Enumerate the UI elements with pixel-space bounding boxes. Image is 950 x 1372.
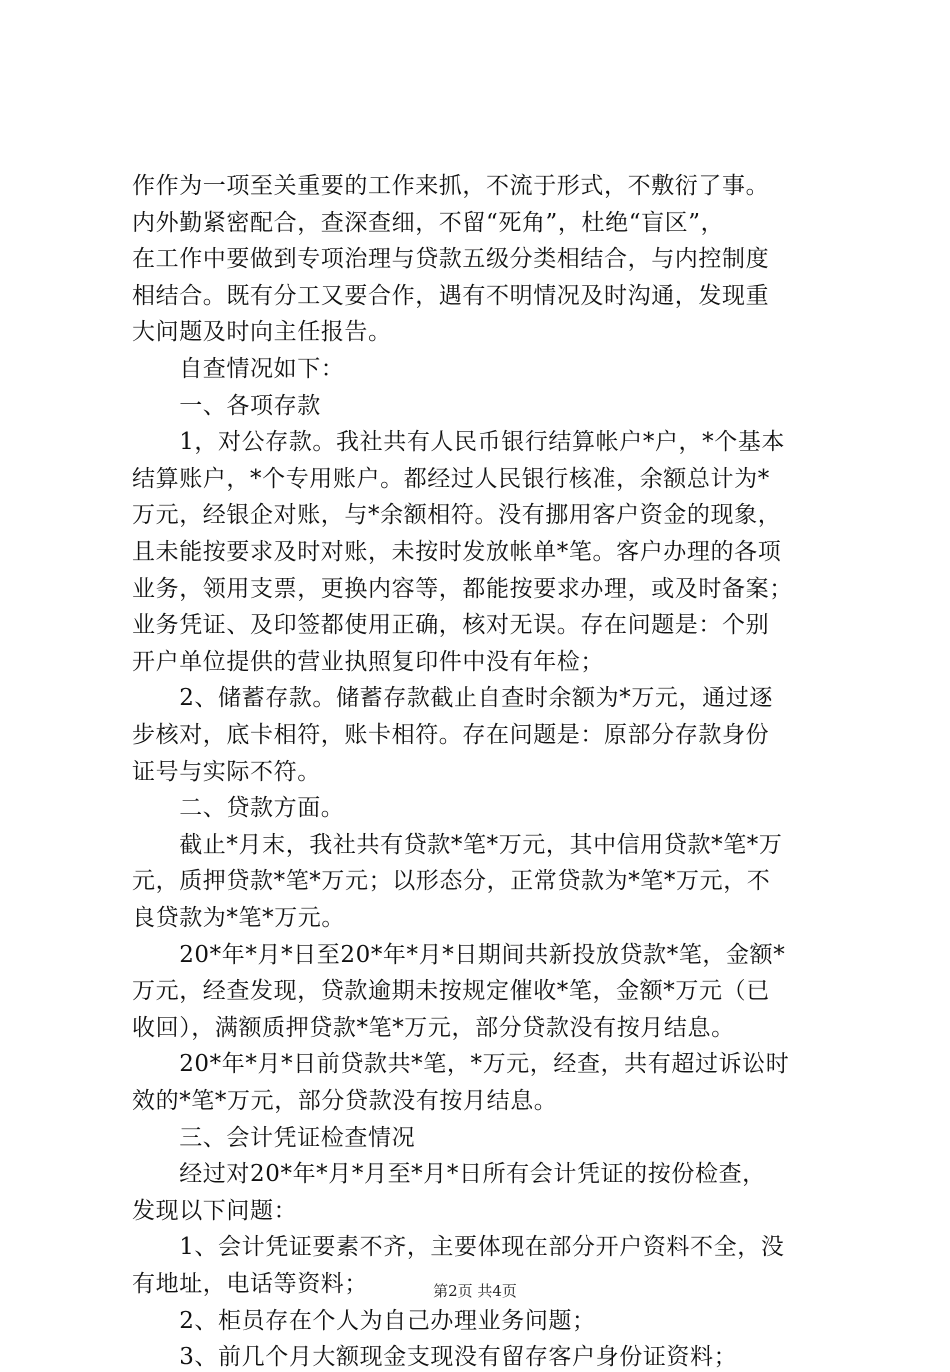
text-line: 自查情况如下：: [132, 356, 345, 382]
text-line: 业务，领用支票，更换内容等，都能按要求办理，或及时备案；: [132, 576, 793, 602]
text-line: 截止*月末，我社共有贷款*笔*万元，其中信用贷款*笔*万: [132, 832, 783, 858]
text-line: 2、储蓄存款。储蓄存款截止自查时余额为*万元，通过逐: [132, 685, 773, 711]
text-line: 结算账户，*个专用账户。都经过人民银行核准，余额总计为*: [132, 466, 770, 492]
text-line: 内外勤紧密配合，查深查细，不留“死角”，杜绝“盲区”，: [132, 210, 725, 236]
text-line: 良贷款为*笔*万元。: [132, 905, 345, 931]
text-line: 证号与实际不符。: [132, 759, 321, 785]
text-line: 有地址，电话等资料；: [132, 1271, 368, 1297]
text-line: 20*年*月*日至20*年*月*日期间共新投放贷款*笔，金额*: [132, 942, 786, 968]
text-line: 万元，经查发现，贷款逾期未按规定催收*笔，金额*万元（已: [132, 978, 770, 1004]
text-line: 收回），满额质押贷款*笔*万元，部分贷款没有按月结息。: [132, 1015, 735, 1041]
text-line: 元，质押贷款*笔*万元；以形态分，正常贷款为*笔*万元，不: [132, 868, 771, 894]
text-line: 步核对，底卡相符，账卡相符。存在问题是：原部分存款身份: [132, 722, 770, 748]
text-line: 发现以下问题：: [132, 1198, 298, 1224]
text-line: 开户单位提供的营业执照复印件中没有年检；: [132, 649, 604, 675]
text-line: 大问题及时向主任报告。: [132, 319, 392, 345]
text-line: 20*年*月*日前贷款共*笔，*万元，经查，共有超过诉讼时: [132, 1051, 790, 1077]
text-line: 一、各项存款: [132, 393, 321, 419]
text-line: 1，对公存款。我社共有人民币银行结算帐户*户，*个基本: [132, 429, 786, 455]
text-line: 3、前几个月大额现金支现没有留存客户身份证资料；: [132, 1344, 738, 1370]
text-line: 2、柜员存在个人为自己办理业务问题；: [132, 1308, 596, 1334]
text-line: 相结合。既有分工又要合作，遇有不明情况及时沟通，发现重: [132, 283, 770, 309]
text-line: 业务凭证、及印签都使用正确，核对无误。存在问题是：个别: [132, 612, 770, 638]
text-line: 作作为一项至关重要的工作来抓，不流于形式，不敷衍了事。: [132, 173, 770, 199]
text-line: 二、贷款方面。: [132, 795, 345, 821]
text-line: 且未能按要求及时对账，未按时发放帐单*笔。客户办理的各项: [132, 539, 782, 565]
text-line: 三、会计凭证检查情况: [132, 1125, 416, 1151]
page-number-footer: 第2页 共4页: [433, 1282, 517, 1300]
text-line: 1、会计凭证要素不齐，主要体现在部分开户资料不全，没: [132, 1234, 785, 1260]
text-line: 万元，经银企对账，与*余额相符。没有挪用客户资金的现象，: [132, 502, 782, 528]
text-line: 经过对20*年*月*月至*月*日所有会计凭证的按份检查，: [132, 1161, 766, 1187]
text-line: 在工作中要做到专项治理与贷款五级分类相结合，与内控制度: [132, 246, 770, 272]
text-line: 效的*笔*万元，部分贷款没有按月结息。: [132, 1088, 558, 1114]
